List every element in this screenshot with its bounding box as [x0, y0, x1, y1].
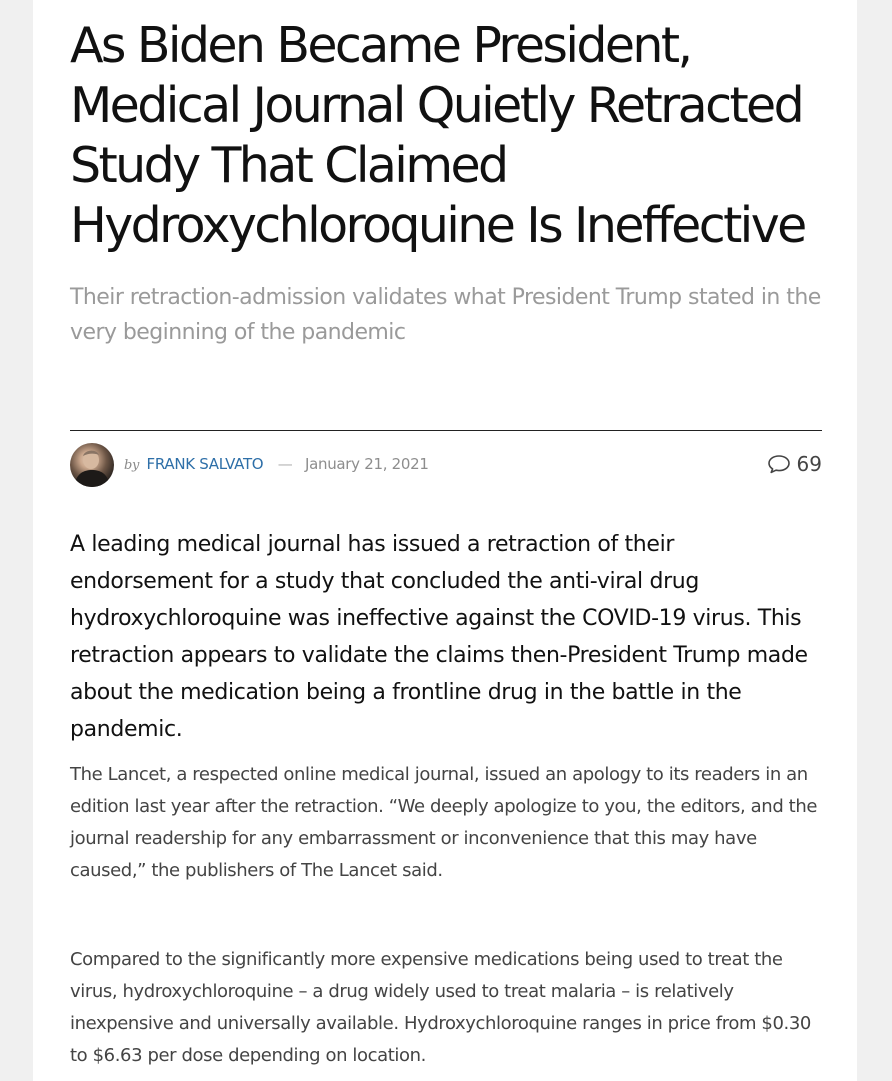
- comments-link[interactable]: [767, 453, 822, 475]
- article-headline: As Biden Became President, Medical Journal Quietly Retracted Study That Claimed Hydroxychloroquine Is Ineffective: [70, 17, 805, 254]
- byline-prefix: by: [124, 458, 140, 473]
- publish-date: January 21, 2021: [304, 455, 429, 473]
- author-link[interactable]: FRANK SALVATO: [146, 455, 264, 473]
- article-card: [33, 0, 857, 1081]
- speech-bubble-icon: [767, 454, 791, 474]
- byline: [124, 455, 429, 475]
- author-avatar[interactable]: [70, 443, 114, 487]
- body-paragraph: Compared to the significantly more expensive medications being used to treat the virus, hydroxychloroquine – a drug widely used to treat malaria – is relatively inexpensive and universally available. Hydroxychloroquine ranges in price from $0.30 to $6.63 per dose depending on location.: [70, 949, 811, 1066]
- article-subtitle: Their retraction-admission validates what President Trump stated in the very beginning of the pandemic: [70, 285, 821, 345]
- lead-paragraph: A leading medical journal has issued a retraction of their endorsement for a study that concluded the anti-viral drug hydroxychloroquine was ineffective against the COVID-19 virus. This retraction appears to validate the claims then-President Trump made about the medication being a frontline drug in the battle in the pandemic.: [70, 532, 808, 742]
- comment-count: 69: [796, 452, 822, 476]
- article-meta-bar: [70, 430, 822, 501]
- article-content: [70, 16, 822, 1066]
- body-paragraph: The Lancet, a respected online medical journal, issued an apology to its readers in an edition last year after the retraction. “We deeply apologize to you, the editors, and the journal readership for any embarrassment or inconvenience that this may have caused,” the publishers of The Lancet said.: [70, 764, 818, 881]
- byline-separator: —: [277, 455, 293, 473]
- avatar-image: [70, 443, 114, 487]
